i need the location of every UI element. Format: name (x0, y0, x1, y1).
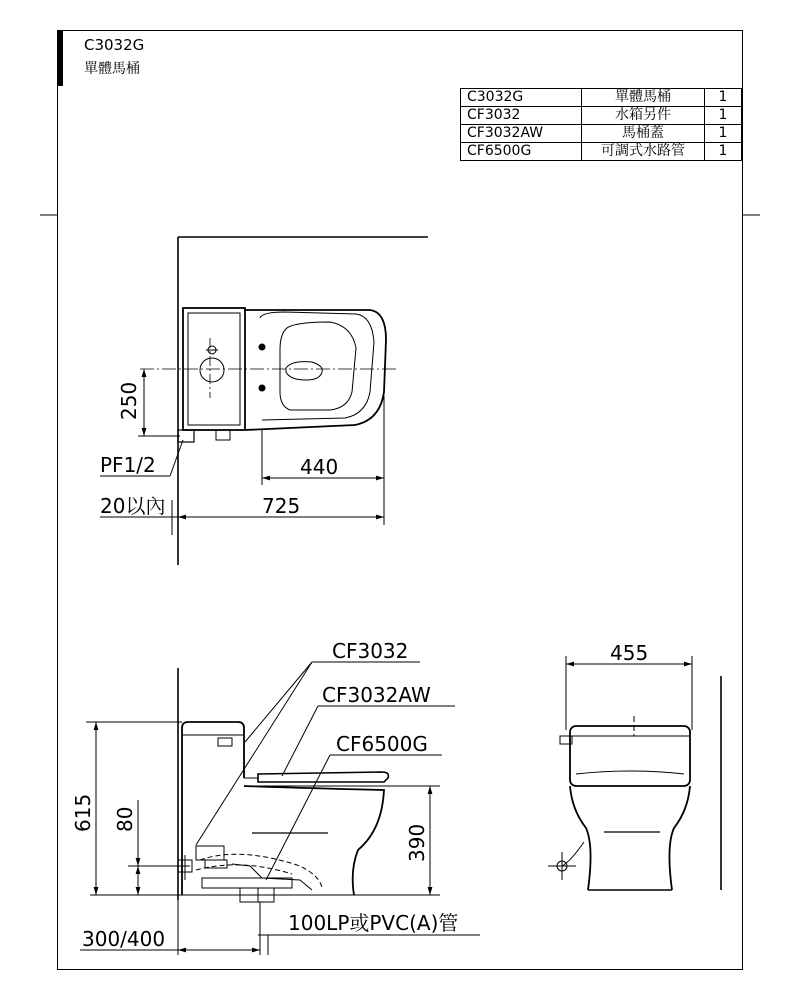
dim-390: 390 (405, 823, 429, 862)
part-qty: 1 (705, 143, 742, 161)
callout-cf6500g: CF6500G (336, 732, 428, 756)
drain-label: 100LP或PVC(A)管 (288, 911, 459, 935)
part-code: CF3032 (461, 107, 582, 125)
dim-725: 725 (262, 494, 301, 518)
model-number: C3032G (84, 36, 145, 54)
dim-rough-in: 300/400 (82, 927, 166, 951)
dim-80: 80 (113, 806, 137, 832)
part-code: CF3032AW (461, 125, 582, 143)
front-view (548, 656, 721, 890)
dim-455: 455 (610, 641, 649, 665)
dim-440: 440 (300, 455, 339, 479)
gap-label: 20以內 (100, 494, 166, 518)
part-code: CF6500G (461, 143, 582, 161)
part-desc: 水箱另件 (582, 107, 705, 125)
part-code: C3032G (461, 89, 582, 107)
part-desc: 馬桶蓋 (582, 125, 705, 143)
part-qty: 1 (705, 107, 742, 125)
part-desc: 單體馬桶 (582, 89, 705, 107)
part-qty: 1 (705, 89, 742, 107)
part-qty: 1 (705, 125, 742, 143)
product-name: 單體馬桶 (84, 61, 140, 77)
dim-250: 250 (117, 381, 141, 420)
pf-label: PF1/2 (100, 453, 156, 477)
callout-cf3032aw: CF3032AW (322, 683, 431, 707)
part-desc: 可調式水路管 (582, 143, 705, 161)
callout-cf3032: CF3032 (332, 639, 409, 663)
dim-615: 615 (71, 793, 95, 832)
